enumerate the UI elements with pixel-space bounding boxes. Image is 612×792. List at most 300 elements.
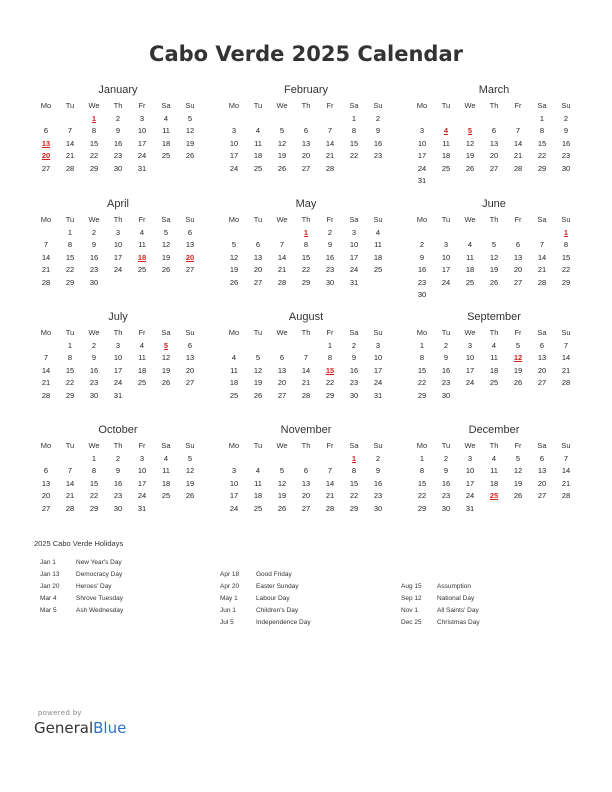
weekday-header: Su [185, 215, 195, 224]
day: 2 [443, 340, 449, 350]
month-grid [410, 214, 578, 302]
empty-cell [34, 227, 58, 240]
holiday-name: Shrove Tuesday [76, 595, 123, 602]
day: 21 [277, 265, 287, 274]
day: 2 [91, 340, 97, 350]
day: 14 [325, 138, 335, 148]
day: 25 [229, 390, 239, 400]
day: 7 [43, 240, 49, 249]
day: 16 [113, 478, 123, 488]
holiday-date: Jan 13 [40, 571, 60, 578]
empty-cell [222, 227, 246, 240]
month-name: February [283, 84, 329, 96]
weekday-header: We [88, 215, 100, 224]
day: 14 [301, 365, 311, 375]
day: 14 [277, 252, 287, 262]
day: 7 [279, 240, 285, 249]
day: 21 [41, 378, 51, 387]
day: 9 [375, 466, 381, 475]
weekday-header: Fr [138, 215, 146, 224]
day: 23 [441, 378, 451, 387]
day: 13 [513, 252, 523, 262]
weekday-header: We [88, 441, 100, 450]
day: 16 [373, 138, 383, 148]
holiday-day: 5 [467, 126, 473, 135]
day: 21 [301, 378, 311, 387]
month-11 [410, 422, 578, 515]
month-2 [410, 82, 578, 188]
day: 26 [185, 151, 195, 160]
day: 8 [67, 353, 73, 362]
day: 7 [67, 466, 73, 475]
month-7 [222, 309, 390, 402]
weekday-header: Mo [228, 441, 240, 450]
day: 22 [325, 378, 335, 387]
day: 16 [417, 265, 427, 274]
day: 31 [349, 277, 359, 287]
day: 7 [303, 353, 309, 362]
day: 16 [349, 365, 359, 375]
day: 28 [513, 163, 523, 173]
weekday-header: Mo [228, 101, 240, 110]
day: 21 [561, 365, 571, 375]
empty-cell [222, 340, 246, 353]
weekday-header: We [464, 215, 476, 224]
day: 3 [231, 126, 237, 135]
weekday-header: Fr [514, 328, 522, 337]
day: 1 [67, 340, 73, 350]
weekday-header: Tu [65, 215, 75, 224]
month-name: July [108, 311, 128, 323]
day: 13 [301, 478, 311, 488]
day: 6 [43, 126, 49, 135]
holiday-date: Jun 1 [220, 607, 236, 614]
month-grid [34, 100, 202, 175]
day: 28 [65, 503, 75, 513]
day: 27 [537, 378, 547, 387]
weekday-header: Sa [537, 215, 547, 224]
day: 24 [229, 503, 239, 513]
weekday-header: Tu [65, 441, 75, 450]
month-name: October [98, 424, 138, 436]
day: 12 [185, 126, 195, 135]
empty-cell [294, 113, 318, 126]
weekday-header: Tu [441, 215, 451, 224]
day: 4 [491, 453, 497, 463]
empty-cell [294, 340, 318, 353]
day: 17 [229, 491, 239, 500]
day: 31 [113, 390, 123, 400]
holiday-column [401, 581, 480, 629]
day: 8 [563, 240, 569, 249]
weekday-header: Su [373, 441, 383, 450]
day: 2 [327, 227, 333, 237]
day: 21 [65, 151, 75, 160]
day: 12 [229, 252, 239, 262]
day: 15 [301, 252, 311, 262]
day: 25 [465, 277, 475, 287]
day: 15 [417, 365, 427, 375]
day: 20 [301, 491, 311, 500]
day: 19 [465, 151, 475, 160]
day: 10 [417, 138, 427, 148]
holiday-day: 20 [185, 252, 195, 262]
holiday-name: Easter Sunday [256, 583, 299, 590]
day: 27 [253, 277, 263, 287]
empty-cell [434, 227, 458, 240]
day: 14 [513, 138, 523, 148]
day: 22 [89, 151, 99, 160]
day: 24 [137, 151, 147, 160]
day: 7 [43, 353, 49, 362]
day: 18 [441, 151, 451, 160]
weekday-header: Fr [514, 215, 522, 224]
day: 11 [138, 353, 146, 362]
day: 29 [349, 503, 359, 513]
day: 30 [561, 163, 571, 173]
weekday-header: Mo [416, 441, 428, 450]
month-name: November [280, 424, 332, 436]
holiday-row [401, 593, 480, 605]
holiday-row [220, 605, 311, 617]
weekday-header: Fr [138, 441, 146, 450]
day: 19 [161, 365, 171, 375]
day: 7 [539, 240, 545, 249]
day: 11 [254, 478, 262, 488]
month-grid [222, 214, 390, 289]
weekday-header: Th [113, 215, 123, 224]
day: 1 [91, 453, 97, 463]
weekday-header: Su [373, 101, 383, 110]
weekday-header: Su [373, 215, 383, 224]
holiday-row [401, 581, 480, 593]
day: 22 [349, 491, 359, 500]
day: 28 [301, 390, 311, 400]
day: 15 [65, 365, 75, 375]
month-name: December [468, 424, 520, 436]
day: 12 [185, 466, 195, 475]
holiday-name: All Saints' Day [437, 607, 479, 614]
holiday-day: 13 [41, 138, 51, 148]
day: 19 [513, 478, 523, 488]
holiday-day: 4 [443, 126, 449, 135]
weekday-header: Fr [138, 101, 146, 110]
day: 27 [301, 163, 311, 173]
day: 18 [161, 478, 171, 488]
month-8 [410, 309, 578, 402]
day: 28 [561, 378, 571, 387]
day: 9 [115, 126, 121, 135]
day: 14 [325, 478, 335, 488]
day: 5 [187, 113, 193, 123]
month-1 [222, 82, 390, 175]
weekday-header: Fr [138, 328, 146, 337]
day: 5 [255, 353, 261, 362]
day: 21 [41, 265, 51, 274]
day: 11 [254, 138, 262, 148]
holiday-name: Assumption [437, 583, 471, 590]
day: 20 [253, 265, 263, 274]
empty-cell [270, 113, 294, 126]
day: 17 [137, 138, 147, 148]
weekday-header: Th [301, 328, 311, 337]
holiday-name: Labour Day [256, 595, 290, 602]
holiday-day: 1 [351, 453, 357, 463]
day: 9 [563, 126, 569, 135]
day: 18 [489, 365, 499, 375]
day: 11 [374, 240, 382, 249]
empty-cell [58, 113, 82, 126]
day: 11 [162, 466, 170, 475]
weekday-header: Sa [349, 215, 359, 224]
day: 14 [537, 252, 547, 262]
weekday-header: Sa [349, 328, 359, 337]
day: 24 [441, 277, 451, 287]
weekday-header: We [88, 328, 100, 337]
holiday-name: Christmas Day [437, 619, 480, 626]
day: 15 [537, 138, 547, 148]
holiday-day: 20 [41, 151, 51, 160]
day: 17 [465, 365, 475, 375]
holiday-name: Independence Day [256, 619, 311, 626]
day: 3 [467, 340, 473, 350]
day: 4 [255, 466, 261, 475]
day: 29 [417, 390, 427, 400]
empty-cell [482, 227, 506, 240]
day: 29 [301, 277, 311, 287]
day: 9 [443, 353, 449, 362]
weekday-header: Sa [349, 441, 359, 450]
holiday-date: Apr 18 [220, 571, 240, 578]
day: 9 [91, 240, 97, 249]
day: 18 [229, 378, 239, 387]
day: 9 [443, 466, 449, 475]
day: 26 [253, 390, 263, 400]
month-name: May [295, 198, 317, 210]
day: 16 [325, 252, 335, 262]
month-6 [34, 309, 202, 402]
day: 10 [465, 353, 475, 362]
empty-cell [222, 453, 246, 466]
day: 27 [41, 163, 51, 173]
day: 30 [441, 503, 451, 513]
month-5 [410, 196, 578, 302]
holiday-date: Mar 4 [40, 595, 57, 602]
day: 2 [563, 113, 569, 123]
weekday-header: Th [489, 441, 499, 450]
day: 11 [138, 240, 146, 249]
day: 30 [441, 390, 451, 400]
day: 2 [419, 240, 425, 249]
day: 9 [351, 353, 357, 362]
weekday-header: Mo [416, 215, 428, 224]
generalblue-logo[interactable] [34, 719, 126, 737]
day: 10 [465, 466, 475, 475]
holiday-row [220, 569, 311, 581]
holiday-name: Democracy Day [76, 571, 123, 578]
holiday-column [40, 557, 123, 617]
month-name: April [106, 198, 129, 210]
empty-cell [246, 453, 270, 466]
month-3 [34, 196, 202, 289]
day: 16 [561, 138, 571, 148]
day: 12 [277, 478, 287, 488]
day: 29 [561, 277, 571, 287]
day: 25 [441, 163, 451, 173]
day: 7 [67, 126, 73, 135]
day: 3 [139, 113, 145, 123]
day: 11 [466, 252, 474, 262]
weekday-header: Sa [161, 328, 171, 337]
weekday-header: Su [561, 328, 571, 337]
day: 13 [489, 138, 499, 148]
holiday-row [220, 617, 311, 629]
weekday-header: We [276, 101, 288, 110]
holiday-date: Apr 20 [220, 583, 240, 590]
weekday-header: Th [301, 101, 311, 110]
day: 23 [441, 491, 451, 500]
day: 12 [277, 138, 287, 148]
day: 5 [515, 340, 521, 350]
day: 25 [373, 265, 383, 274]
empty-cell [34, 113, 58, 126]
month-name: June [482, 198, 506, 210]
day: 6 [539, 340, 545, 350]
brand-general: General [34, 719, 94, 737]
day: 24 [417, 163, 427, 173]
day: 13 [301, 138, 311, 148]
day: 13 [253, 252, 263, 262]
brand-blue: Blue [93, 719, 127, 737]
holidays-title: 2025 Cabo Verde Holidays [34, 539, 124, 548]
weekday-header: Mo [40, 328, 52, 337]
day: 27 [513, 277, 523, 287]
day: 6 [43, 466, 49, 475]
day: 22 [301, 265, 311, 274]
weekday-header: We [464, 101, 476, 110]
day: 28 [277, 277, 287, 287]
day: 20 [489, 151, 499, 160]
day: 13 [537, 353, 547, 362]
holiday-day: 5 [163, 340, 169, 350]
holiday-row [40, 593, 123, 605]
day: 25 [137, 378, 147, 387]
day: 26 [229, 277, 239, 287]
day: 9 [327, 240, 333, 249]
weekday-header: Th [489, 101, 499, 110]
weekday-header: Fr [514, 441, 522, 450]
day: 22 [417, 491, 427, 500]
day: 3 [443, 240, 449, 249]
holiday-date: Jul 5 [220, 619, 234, 626]
weekday-header: Fr [514, 101, 522, 110]
holiday-day: 25 [489, 491, 499, 500]
day: 10 [137, 466, 147, 475]
weekday-header: Sa [537, 441, 547, 450]
day: 18 [161, 138, 171, 148]
day: 27 [185, 378, 195, 387]
day: 5 [163, 227, 169, 237]
day: 6 [303, 126, 309, 135]
day: 2 [91, 227, 97, 237]
day: 30 [373, 503, 383, 513]
empty-cell [318, 453, 342, 466]
day: 11 [230, 365, 238, 375]
weekday-header: Th [113, 101, 123, 110]
day: 29 [65, 390, 75, 400]
day: 4 [467, 240, 473, 249]
weekday-header: Th [301, 215, 311, 224]
empty-cell [270, 227, 294, 240]
weekday-header: Fr [326, 215, 334, 224]
day: 2 [115, 113, 121, 123]
day: 29 [89, 163, 99, 173]
weekday-header: Tu [253, 215, 263, 224]
day: 13 [185, 240, 195, 249]
day: 7 [327, 126, 333, 135]
empty-cell [458, 227, 482, 240]
day: 30 [349, 390, 359, 400]
day: 14 [41, 365, 51, 375]
day: 23 [373, 491, 383, 500]
month-name: August [288, 311, 324, 323]
day: 16 [441, 478, 451, 488]
day: 23 [89, 378, 99, 387]
holiday-row [40, 557, 123, 569]
day: 17 [465, 478, 475, 488]
day: 24 [229, 163, 239, 173]
weekday-header: Th [113, 328, 123, 337]
day: 28 [65, 163, 75, 173]
day: 22 [65, 378, 75, 387]
day: 20 [301, 151, 311, 160]
weekday-header: Mo [40, 101, 52, 110]
month-grid [410, 100, 578, 188]
weekday-header: Tu [253, 328, 263, 337]
month-9 [34, 422, 202, 515]
day: 27 [537, 491, 547, 500]
empty-cell [506, 113, 530, 126]
day: 5 [231, 240, 237, 249]
day: 17 [229, 151, 239, 160]
weekday-header: Sa [537, 328, 547, 337]
day: 25 [253, 503, 263, 513]
day: 13 [537, 466, 547, 475]
day: 14 [65, 478, 75, 488]
day: 12 [513, 466, 523, 475]
day: 4 [139, 340, 145, 350]
day: 24 [465, 491, 475, 500]
day: 23 [373, 151, 383, 160]
day: 23 [113, 151, 123, 160]
holiday-row [220, 593, 311, 605]
empty-cell [270, 453, 294, 466]
day: 15 [349, 138, 359, 148]
day: 8 [351, 126, 357, 135]
day: 12 [489, 252, 499, 262]
day: 10 [229, 138, 239, 148]
day: 18 [253, 491, 263, 500]
empty-cell [410, 113, 434, 126]
weekday-header: Mo [40, 215, 52, 224]
day: 23 [561, 151, 571, 160]
month-4 [222, 196, 390, 289]
weekday-header: We [276, 328, 288, 337]
day: 11 [162, 126, 170, 135]
day: 20 [513, 265, 523, 274]
day: 11 [490, 353, 498, 362]
day: 17 [441, 265, 451, 274]
